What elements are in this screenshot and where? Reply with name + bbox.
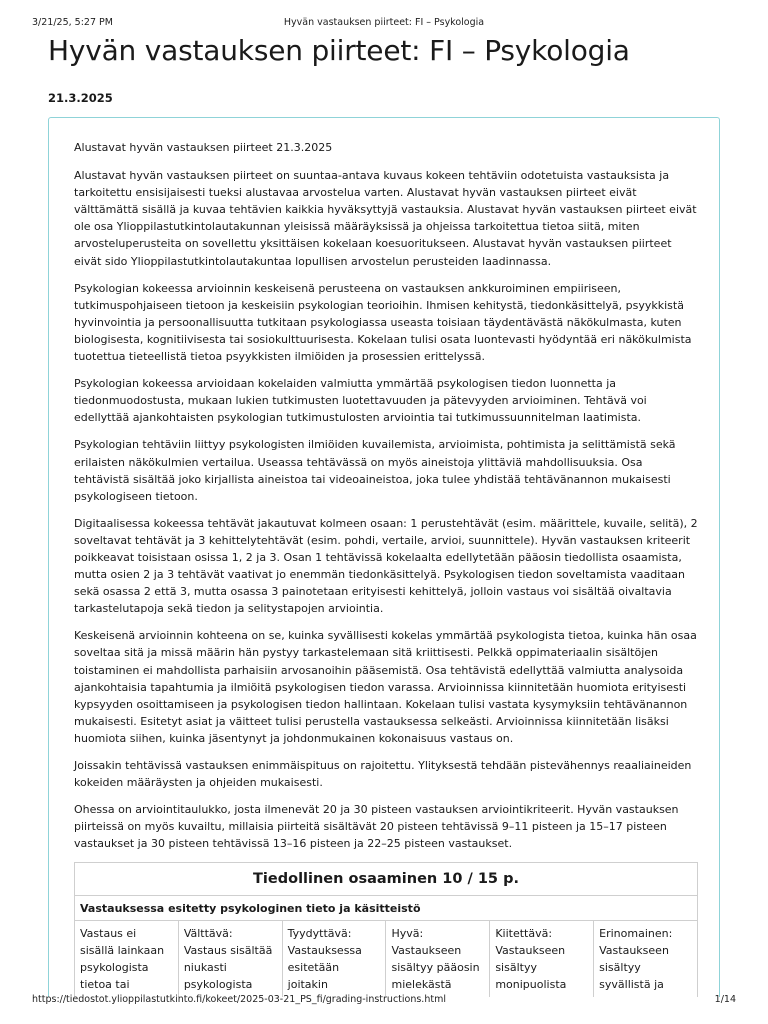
table-subheader: Vastauksessa esitetty psykologinen tieto ja käsitteistö — [75, 896, 698, 921]
source-url-link[interactable]: https://tiedostot.ylioppilastutkinto.fi/kokeet/2025-03-21_PS_fi/grading-instructions.html — [32, 994, 446, 1005]
content-body — [74, 139, 698, 997]
level-cell-0: Vastaus ei sisällä lainkaan psykologista tietoa tai — [75, 921, 179, 997]
table-row — [75, 921, 698, 997]
paragraph: Digitaalisessa kokeessa tehtävät jakautuvat kolmeen osaan: 1 perustehtävät (esim. määrittele, kuvaile, selitä), 2 soveltavat tehtävät ja 3 kehittelytehtävät (esim. pohdi, vertaile, arvioi, suunnittele). Hyvän vastauksen kriteerit poikkeavat toisistaan osissa 1, 2 ja 3. Osan 1 tehtävissä kokelaalta edellytetään pääosin tiedollista osaamista, mutta osien 2 ja 3 tehtävät vaativat jo enemmän tiedonkäsittelyä. Psykologisen tiedon soveltamista vaaditaan sekä osassa 2 että 3, mutta osassa 3 painotetaan erityisesti kehittelyä, jolloin vastaus voi sisältää oivaltavia tarkastelutapoja sekä tiedon ja selitystapojen arviointia. — [74, 516, 698, 616]
page-number: 1/14 — [714, 994, 736, 1005]
paragraph: Psykologian tehtäviin liittyy psykologisten ilmiöiden kuvailemista, arvioimista, pohtimista ja selittämistä sekä erilaisten näkökulmien vertailua. Useassa tehtävässä on myös aineistoja ylittäviä mahdollisuuksia. Osa tehtävistä sisältää joko kirjallista aineistoa tai videoaineistoa, joka tulee yhdistää tehtävänannon mukaisesti psykologiseen tietoon. — [74, 438, 676, 503]
paragraph: Psykologian kokeessa arvioinnin keskeisenä perusteena on vastauksen ankkuroiminen empiiriseen, tutkimuspohjaiseen tietoon ja keskeisiin psykologian teorioihin. Ihmisen kehitystä, tiedonkäsittelyä, psyykkistä hyvinvointia ja persoonallisuutta tutkitaan psykologiassa useasta toisiaan täydentävästä näkökulmasta, kuten biologisesta, kognitiivisesta tai sosiokulttuurisesta. Kokelaan tulisi osata luontevasti hyödyntää eri näkökulmista tuotettua tieteellistä tietoa psyykkisten ilmiöiden ja prosessien erittelyssä. — [74, 281, 692, 364]
paragraph: Joissakin tehtävissä vastauksen enimmäispituus on rajoitettu. Ylityksestä tehdään pistevähennys reaaliaineiden kokeiden määräysten ja ohjeiden mukaisesti. — [74, 759, 692, 790]
paragraph: Ohessa on arviointitaulukko, josta ilmenevät 20 ja 30 pisteen vastauksen arviointikriteerit. Hyvän vastauksen piirteissä on myös kuvailtu, millaisia piirteitä sisältävät 20 pisteen tehtävissä 9–11 pisteen ja 15–17 pisteen vastaukset ja 30 pisteen tehtävissä 13–16 pisteen ja 22–25 pisteen vastaukset. — [74, 803, 679, 851]
paragraph: Psykologian kokeessa arvioidaan kokelaiden valmiutta ymmärtää psykologisen tiedon luonnetta ja tiedonmuodostusta, mukaan lukien tutkimusten luotettavuuden ja pätevyyden arvioiminen. Tehtävä voi edellyttää ajankohtaisten psykologian tutkimustulosten arviointia tai tutkimussuunnitelman laatimista. — [74, 377, 647, 425]
paragraph: Keskeisenä arvioinnin kohteena on se, kuinka syvällisesti kokelas ymmärtää psykologista tietoa, kuinka hän osaa soveltaa sitä ja missä määrin hän pystyy tarkastelemaan sitä kriittisesti. Pelkkä oppimateriaalin sisältöjen toistaminen ei mahdollista parhaisiin arvosanoihin pääsemistä. Osa tehtävistä edellyttää valmiutta analysoida ajankohtaisia tapahtumia ja ilmiöitä psykologisen tiedon varassa. Arvioinnissa kiinnitetään huomiota erityisesti kypsyyden osoittamiseen ja psykologisen tiedon hallintaan. Kokelaan tulisi vastata kysymyksiin tehtävänannon mukaisesti. Esitetyt asiat ja väitteet tulisi perustella vastauksessa selkeästi. Arvioinnissa kiinnitetään lisäksi huomiota siihen, kuinka jäsentynyt ja johdonmukainen kokonaisuus vastaus on. — [74, 629, 697, 745]
grading-table — [74, 862, 698, 997]
intro-title: Alustavat hyvän vastauksen piirteet 21.3.2025 — [74, 141, 333, 154]
print-date: 3/21/25, 5:27 PM — [32, 17, 113, 28]
table-title: Tiedollinen osaaminen 10 / 15 p. — [75, 863, 698, 896]
level-cell-5: Erinomainen: Vastaukseen sisältyy syvällistä ja — [594, 921, 698, 997]
page-title: Hyvän vastauksen piirteet: FI – Psykologia — [48, 34, 630, 67]
level-cell-3: Hyvä: Vastaukseen sisältyy pääosin mielekästä — [386, 921, 490, 997]
level-cell-4: Kiitettävä: Vastaukseen sisältyy monipuolista — [490, 921, 594, 997]
paragraph: Alustavat hyvän vastauksen piirteet on suuntaa-antava kuvaus kokeen tehtäviin odotetuista vastauksista ja tarkoitettu ensisijaisesti tueksi alustavaa arvostelua varten. Alustavat hyvän vastauksen piirteet eivät välttämättä sisällä ja kuvaa tehtävien kaikkia hyväksyttyjä vastauksia. Alustavat hyvän vastauksen piirteet eivät ole osa Ylioppilastutkintolautakunnan yleisissä määräyksissä ja ohjeissa tarkoitettua tietoa siitä, miten arvosteluperusteita on sovellettu yksittäisen kokelaan koesuoritukseen. Alustavat hyvän vastauksen piirteet eivät sido Ylioppilastutkintolautakuntaa lopullisen arvostelun perusteiden laadinnassa. — [74, 169, 697, 268]
print-header — [32, 17, 736, 31]
print-footer — [32, 994, 736, 1008]
level-cell-2: Tyydyttävä: Vastauksessa esitetään joitakin — [282, 921, 386, 997]
content-card — [48, 117, 720, 997]
print-title: Hyvän vastauksen piirteet: FI – Psykologia — [283, 17, 485, 28]
publication-date: 21.3.2025 — [48, 91, 113, 105]
level-cell-1: Välttävä: Vastaus sisältää niukasti psykologista — [178, 921, 282, 997]
